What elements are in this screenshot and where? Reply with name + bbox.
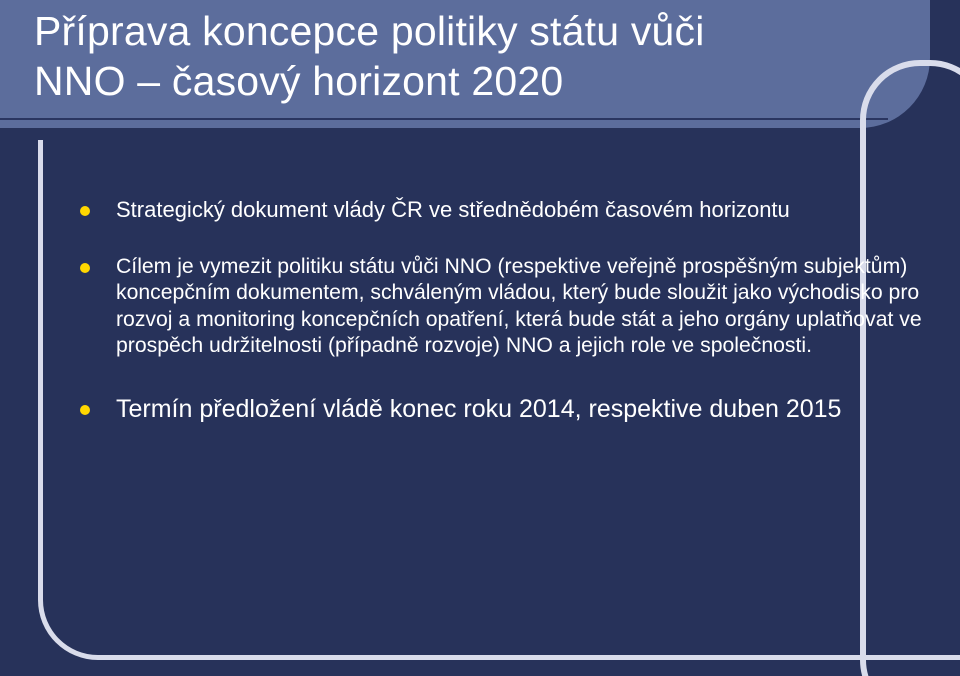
- slide-title-line-2: NNO – časový horizont 2020: [34, 58, 564, 104]
- bullet-text: Cílem je vymezit politiku státu vůči NNO (respektive veřejně prospěšným subjektům) koncepčním dokumentem, schváleným vládou, který bude sloužit jako východisko pro rozvoj a monitoring koncepčních opatření, která bude stát a jeho orgány uplatňovat ve prospěch udržitelnosti (případně rozvoje) NNO a jejich role ve společnosti.: [116, 254, 922, 357]
- bullet-item: [80, 197, 940, 224]
- slide-title: [34, 6, 914, 106]
- slide-title-line-1: Příprava koncepce politiky státu vůči: [34, 8, 705, 54]
- bullet-text: Strategický dokument vlády ČR ve střednědobém časovém horizontu: [116, 197, 790, 222]
- bullet-list: [80, 197, 940, 424]
- bullet-dot-icon: [80, 263, 90, 273]
- bullet-dot-icon: [80, 206, 90, 216]
- bullet-item: [80, 254, 940, 360]
- bullet-dot-icon: [80, 405, 90, 415]
- title-underline: [0, 118, 888, 120]
- bullet-text: Termín předložení vládě konec roku 2014, respektive duben 2015: [116, 394, 842, 423]
- bullet-item: [80, 394, 940, 424]
